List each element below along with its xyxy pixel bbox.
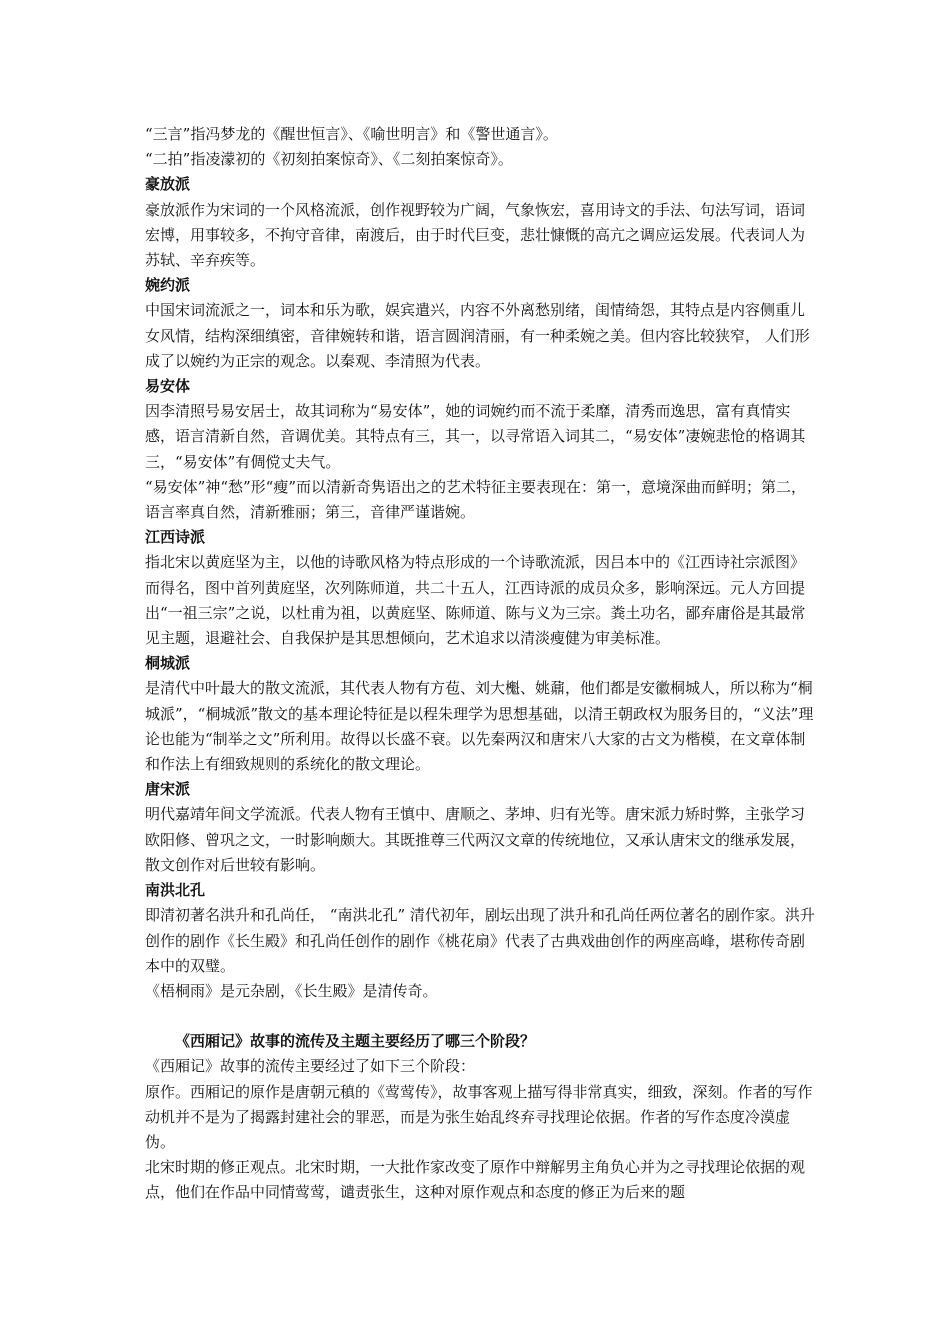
section-heading: 桐城派: [145, 654, 191, 673]
document-page: [145, 122, 815, 1206]
section-paragraph: 中国宋词流派之一，词本和乐为歌，娱宾遣兴，内容不外离愁别绪，闺情绮怨，其特点是内容侧重儿女风情，结构深细缜密，音律婉转和谐，语言圆润清丽，有一种柔婉之美。但内容比较狭窄， 人们形成了以婉约为正宗的观念。以秦观、李清照为代表。: [145, 301, 810, 370]
section-heading: 豪放派: [145, 175, 191, 194]
intro-block: [145, 122, 815, 172]
section-paragraph: 因李清照号易安居士，故其词称为“易安体”，她的词婉约而不流于柔靡，清秀而逸思，富有真情实感，语言清新自然，音调优美。其特点有三，其一，以寻常语入词其二，“易安体”凄婉悲怆的格调其三，“易安体”有倜傥丈夫气。: [145, 402, 806, 471]
section-heading: 南洪北孔: [145, 881, 206, 900]
section-paragraph: 豪放派作为宋词的一个风格流派，创作视野较为广阔，气象恢宏，喜用诗文的手法、句法写词，语词宏博，用事较多，不拘守音律，南渡后，由于时代巨变，悲壮慷慨的高亢之调应运发展。代表词人为苏轼、辛弃疾等。: [145, 200, 806, 270]
section-paragraph: “易安体”神“愁”形“瘦”而以清新奇隽语出之的艺术特征主要表现在：第一，意境深曲而鲜明；第二，语言率真自然，清新雅丽；第三，音律严谨谐婉。: [145, 477, 807, 522]
question-paragraph: 《西厢记》故事的流传主要经过了如下三个阶段：: [145, 1057, 476, 1076]
section-paragraph: 是清代中叶最大的散文流派，其代表人物有方苞、刘大櫆、姚鼐，他们都是安徽桐城人，所以称为“桐城派”，“桐城派”散文的基本理论特征是以程朱理学为思想基础，以清王朝政权为服务目的，“义法”理论也能为“制举之文”所利用。故得以长盛不衰。以先秦两汉和唐宋八大家的古文为楷模，在文章体制和作法上有细致规则的系统化的散文理论。: [145, 679, 814, 774]
intro-line-sanyan: “三言”指冯梦龙的《醒世恒言》、《喻世明言》和《警世通言》。: [145, 125, 558, 143]
section-heading: 江西诗派: [145, 528, 206, 547]
section-paragraph: 明代嘉靖年间文学流派。代表人物有王慎中、唐顺之、茅坤、归有光等。唐宋派力矫时弊，主张学习欧阳修、曾巩之文，一时影响颇大。其既推尊三代两汉文章的传统地位，又承认唐宋文的继承发展，散文创作对后世较有影响。: [145, 805, 806, 874]
section-haofang: [145, 172, 815, 273]
section-heading: 易安体: [145, 377, 191, 396]
question-paragraph: 原作。西厢记的原作是唐朝元稹的《莺莺传》，故事客观上描写得非常真实，细致，深刻。作者的写作动机并不是为了揭露封建社会的罪恶，而是为张生始乱终弃寻找理论依据。作者的写作态度冷漠虚伪。: [145, 1082, 813, 1151]
question-paragraph: 北宋时期的修正观点。北宋时期，一大批作家改变了原作中辩解男主角负心并为之寻找理论依据的观点，他们在作品中同情莺莺，谴责张生，这种对原作观点和态度的修正为后来的题: [145, 1158, 806, 1202]
section-paragraph: 指北宋以黄庭坚为主，以他的诗歌风格为特点形成的一个诗歌流派，因吕本中的《江西诗社宗派图》而得名，图中首列黄庭坚，次列陈师道，共二十五人，江西诗派的成员众多，影响深远。元人方回提出“一祖三宗”之说，以杜甫为祖，以黄庭坚、陈师道、陈与义为三宗。粪土功名，鄙弃庸俗是其最常见主题，退避社会、自我保护是其思想倾向，艺术追求以清淡瘦健为审美标准。: [145, 553, 806, 648]
section-heading: 婉约派: [145, 276, 191, 295]
section-tongcheng: [145, 651, 815, 777]
section-jiangxi: [145, 525, 815, 651]
section-nanhongbeikong: [145, 878, 815, 1004]
intro-line-erpai: “二拍”指凌濛初的《初刻拍案惊奇》、《二刻拍案惊奇》。: [145, 150, 513, 169]
section-wanyue: [145, 273, 815, 374]
question-title: 《西厢记》故事的流传及主题主要经历了哪三个阶段？: [175, 1032, 536, 1051]
section-tangsong: [145, 777, 815, 878]
section-paragraph: 《梧桐雨》是元杂剧，《长生殿》是清传奇。: [145, 981, 438, 1000]
section-yian: [145, 374, 815, 525]
question-block: [145, 1029, 815, 1205]
section-heading: 唐宋派: [145, 780, 191, 799]
section-paragraph: 即清初著名洪升和孔尚任， “南洪北孔” 清代初年，剧坛出现了洪升和孔尚任两位著名的剧作家。洪升创作的剧作《长生殿》和孔尚任创作的剧作《桃花扇》代表了古典戏曲创作的两座高峰，堪称传奇剧本中的双璧。: [145, 906, 815, 975]
